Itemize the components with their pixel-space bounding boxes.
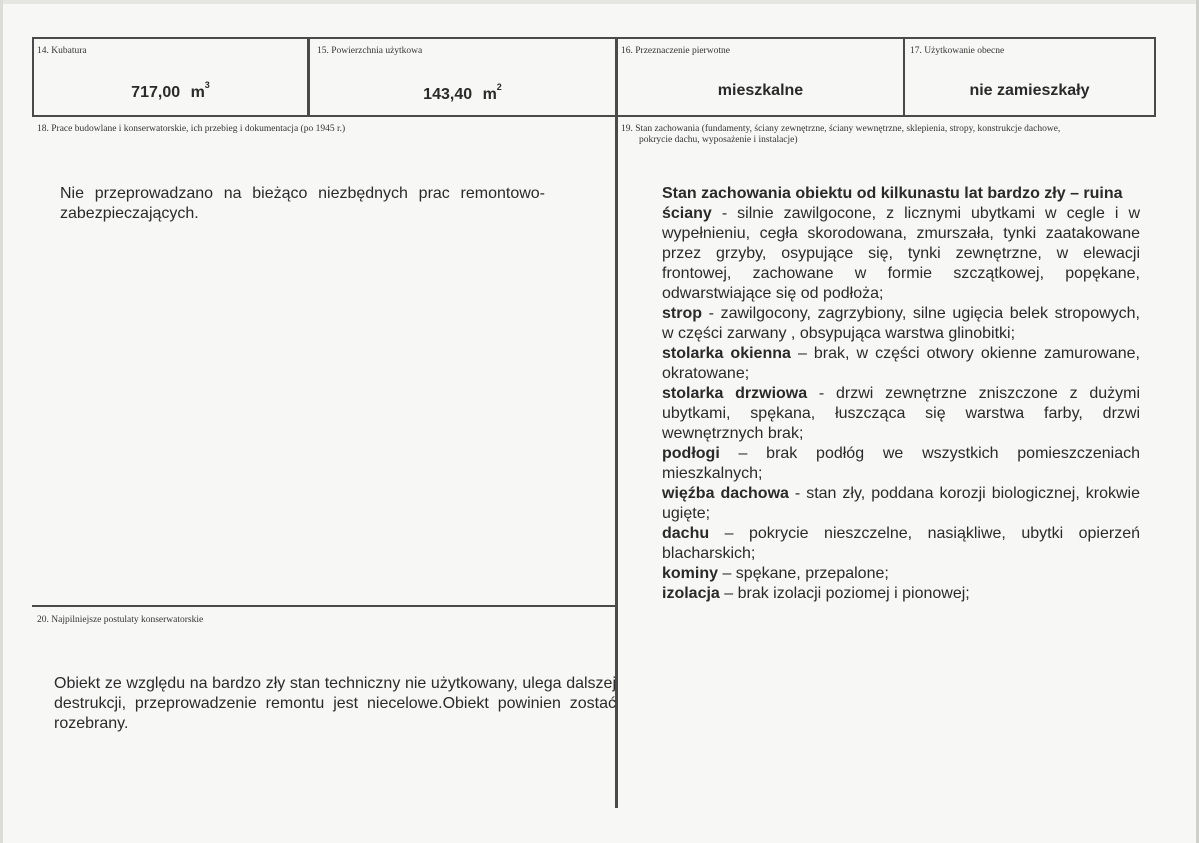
stan-label-line1: 19. Stan zachowania (fundamenty, ściany zewnętrzne, ściany wewnętrzne, sklepienia, stropy, konstrukcje dachowe, (621, 124, 1061, 134)
powierzchnia-unit-exponent: 2 (496, 82, 502, 92)
field-label-przeznaczenie: 16. Przeznaczenie pierwotne (621, 46, 730, 56)
stan-item (662, 204, 1140, 304)
stan-item-desc: - drzwi zewnętrzne zniszczone z dużymi ubytkami, spękana, łuszcząca się warstwa farby, drzwi wewnętrznych brak; (662, 385, 1140, 442)
powierzchnia-unit: m (482, 86, 497, 103)
stan-item-desc: – brak podłóg we wszystkich pomieszczeniach mieszkalnych; (662, 445, 1140, 482)
stan-item (662, 304, 1140, 344)
stan-item-term: strop (662, 305, 702, 322)
stan-item-term: podłogi (662, 445, 720, 462)
stan-item-desc: - zawilgocony, zagrzybiony, silne ugięcia belek stropowych, w części zarwany , obsypująca warstwa glinobitki; (662, 305, 1140, 342)
stan-item-term: więźba dachowa (662, 485, 789, 502)
stan-item (662, 484, 1140, 524)
page-edge (0, 0, 1199, 4)
rule-fields-bottom (32, 115, 1156, 117)
stan-heading: Stan zachowania obiektu od kilkunastu lat bardzo zły – ruina (662, 185, 1123, 202)
stan-item-desc: - stan zły, poddana korozji biologicznej, krokwie ugięte; (662, 485, 1140, 522)
field-label-kubatura: 14. Kubatura (37, 46, 87, 56)
stan-item-term: kominy (662, 565, 719, 582)
stan-item-desc: – brak, w części otwory okienne zamurowane, okratowane; (662, 345, 1140, 382)
stan-item (662, 444, 1140, 484)
stan-item-desc: – pokrycie nieszczelne, nasiąkliwe, ubytki opierzeń blacharskich; (662, 525, 1140, 562)
stan-item (662, 384, 1140, 444)
stan-item-term: dachu (662, 525, 710, 542)
stan-label-line2: pokrycie dachu, wyposażenie i instalacje) (639, 135, 798, 145)
stan-item (662, 564, 1140, 584)
rule-top (32, 37, 1156, 39)
rule-section-20 (32, 605, 617, 607)
stan-item-term: stolarka okienna (662, 345, 791, 362)
field-label-uzytkowanie: 17. Użytkowanie obecne (910, 46, 1005, 56)
stan-item-term: ściany (662, 205, 712, 222)
rule-col-1 (307, 37, 310, 117)
stan-item (662, 584, 1140, 604)
field-value-uzytkowanie: nie zamieszkały (969, 82, 1090, 99)
field-value-powierzchnia (310, 82, 615, 104)
field-label-powierzchnia: 15. Powierzchnia użytkowa (317, 46, 423, 56)
stan-item (662, 524, 1140, 564)
powierzchnia-number: 143,40 (423, 86, 473, 103)
stan-item (662, 344, 1140, 384)
kubatura-unit-exponent: 3 (204, 80, 210, 90)
field-value-przeznaczenie: mieszkalne (717, 82, 804, 99)
stan-item-desc: – brak izolacji poziomej i pionowej; (719, 585, 970, 602)
kubatura-unit: m (190, 84, 205, 101)
page-edge (0, 0, 3, 843)
stan-item-term: izolacja (662, 585, 720, 602)
section-label-prace: 18. Prace budowlane i konserwatorskie, ich przebieg i dokumentacja (po 1945 r.) (37, 124, 346, 134)
section-label-stan (621, 124, 1151, 146)
field-value-kubatura (34, 80, 307, 102)
rule-col-left (32, 37, 34, 117)
section-label-postulaty: 20. Najpilniejsze postulaty konserwatorskie (37, 615, 204, 625)
rule-col-3 (903, 37, 905, 117)
stan-item-term: stolarka drzwiowa (662, 385, 808, 402)
stan-item-desc: – spękane, przepalone; (718, 565, 889, 582)
prace-text: Nie przeprowadzano na bieżąco niezbędnych prac remontowo-zabezpieczających. (60, 185, 545, 222)
stan-item-desc: - silnie zawilgocone, z licznymi ubytkami w cegle i w wypełnieniu, cegła skorodowana, zmurszała, tynki zaatakowane przez grzyby, osypujące się, tynki zewnętrzne, w elewacji frontowej, zachowane w formie szczątkowej, popękane, odwarstwiające się od podłoża; (662, 205, 1140, 302)
rule-col-right (1154, 37, 1156, 117)
postulaty-text: Obiekt ze względu na bardzo zły stan techniczny nie użytkowany, ulega dalszej destrukcji, przeprowadzenie remontu jest niecelowe.Obiekt powinien zostać rozebrany. (54, 675, 616, 732)
stan-body (662, 184, 1140, 604)
kubatura-number: 717,00 (131, 84, 181, 101)
